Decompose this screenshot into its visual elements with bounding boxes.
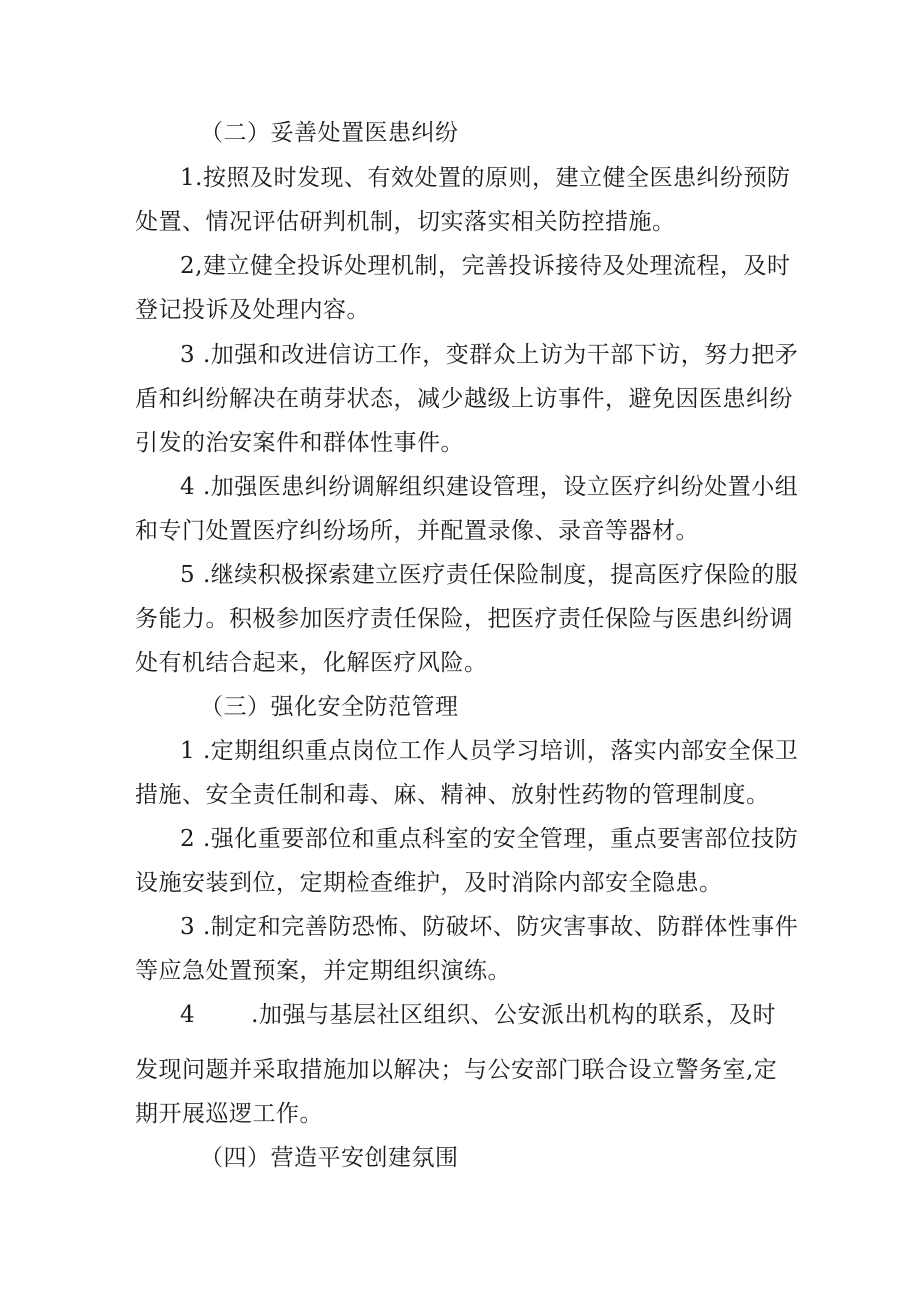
- paragraph-line: 期开展巡逻工作。: [135, 1101, 323, 1127]
- section-heading-2: （二）妥善处置医患纠纷: [200, 120, 459, 146]
- paragraph-line: 1 .定期组织重点岗位工作人员学习培训，落实内部安全保卫: [180, 738, 799, 764]
- paragraph-line: 2,建立健全投诉处理机制，完善投诉接待及处理流程，及时: [180, 253, 791, 279]
- paragraph-line: 发现问题并采取措施加以解决；与公安部门联合设立警务室,定: [135, 1057, 778, 1083]
- paragraph-line: 务能力。积极参加医疗责任保险，把医疗责任保险与医患纠纷调: [135, 606, 793, 632]
- section-heading-4: （四）营造平安创建氛围: [200, 1145, 459, 1171]
- paragraph-line: 引发的治安案件和群体性事件。: [135, 430, 464, 456]
- item-number: 4: [180, 1002, 196, 1028]
- paragraph-line: 3 .制定和完善防恐怖、防破坏、防灾害事故、防群体性事件: [180, 914, 799, 940]
- paragraph-line: 登记投诉及处理内容。: [135, 297, 370, 323]
- section-heading-3: （三）强化安全防范管理: [200, 694, 459, 720]
- item-text: .加强与基层社区组织、公安派出机构的联系，及时: [251, 1002, 776, 1028]
- paragraph-line: 等应急处置预案，并定期组织演练。: [135, 958, 511, 984]
- paragraph-line: 2 .强化重要部位和重点科室的安全管理，重点要害部位技防: [180, 826, 799, 852]
- paragraph-line: [180, 1000, 776, 1030]
- paragraph-line: 处有机结合起来，化解医疗风险。: [135, 650, 488, 676]
- paragraph-line: 盾和纠纷解决在萌芽状态，减少越级上访事件，避免因医患纠纷: [135, 386, 793, 412]
- paragraph-line: 和专门处置医疗纠纷场所，并配置录像、录音等器材。: [135, 518, 699, 544]
- paragraph-line: 3 .加强和改进信访工作，变群众上访为干部下访，努力把矛: [180, 342, 799, 368]
- paragraph-line: 措施、安全责任制和毒、麻、精神、放射性药物的管理制度。: [135, 782, 770, 808]
- paragraph-line: 处置、情况评估研判机制，切实落实相关防控措施。: [135, 209, 676, 235]
- paragraph-line: 设施安装到位，定期检查维护，及时消除内部安全隐患。: [135, 870, 723, 896]
- paragraph-line: 4 .加强医患纠纷调解组织建设管理，设立医疗纠纷处置小组: [180, 474, 799, 500]
- paragraph-line: 1.按照及时发现、有效处置的原则，建立健全医患纠纷预防: [180, 165, 791, 191]
- paragraph-line: 5 .继续积极探索建立医疗责任保险制度，提高医疗保险的服: [180, 562, 799, 588]
